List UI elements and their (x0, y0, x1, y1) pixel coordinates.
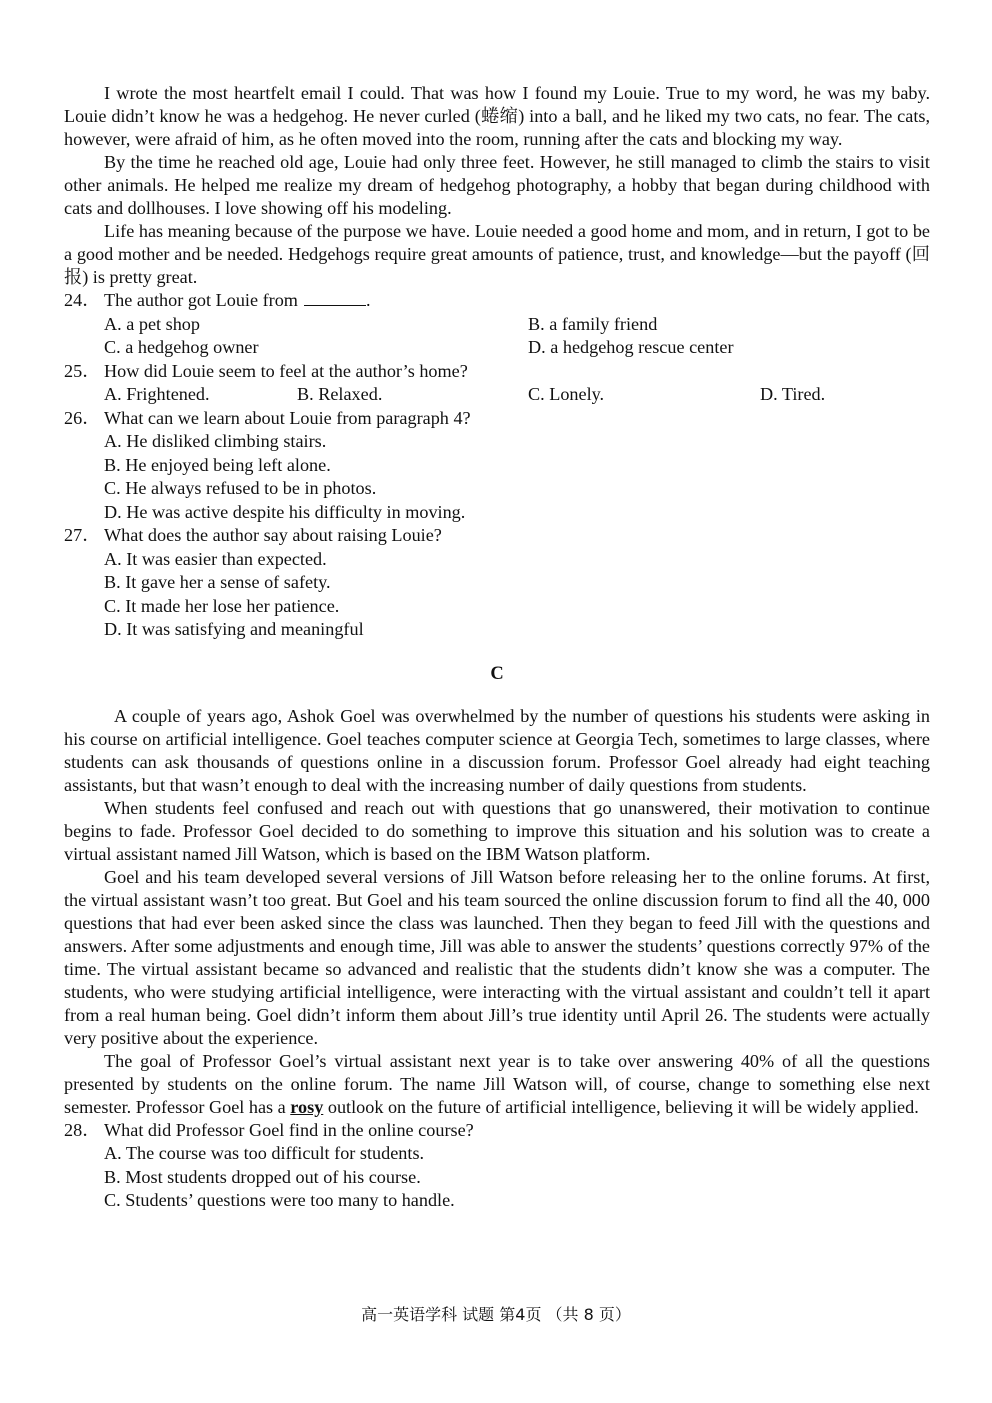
option-d: D. Tired. (760, 384, 826, 404)
passage-b-paragraph-1: I wrote the most heartfelt email I could. That was how I found my Louie. True to my word, he was my baby. Louie didn’t know he was a hedgehog. He never curled (蜷缩) into a ball, and he liked my two cats, no fear. The cats, however, were afraid of him, as he often moved into the room, running after the cats and blocking my way. (64, 83, 930, 149)
option-a: A. It was easier than expected. (104, 548, 327, 569)
question-27-options (104, 548, 930, 642)
option-c: C. Lonely. (528, 384, 605, 404)
page-footer: 高一英语学科 试题 第4页 （共 8 页） (361, 1305, 631, 1324)
question-24 (64, 289, 930, 313)
question-28-options (104, 1142, 930, 1213)
question-25-options (104, 383, 930, 407)
option-d: D. It was satisfying and meaningful (104, 619, 364, 639)
question-24-options (104, 313, 930, 360)
underlined-word: rosy (290, 1096, 324, 1117)
passage-c-paragraph-2: When students feel confused and reach out with questions that go unanswered, their motivation to continue begins to fade. Professor Goel decided to do something to improve this situation and his solution was to create a virtual assistant named Jill Watson, which is based on the IBM Watson platform. (64, 797, 930, 864)
option-c: C. Students’ questions were too many to handle. (104, 1190, 455, 1210)
question-stem: What did Professor Goel find in the online course? (104, 1119, 474, 1140)
option-b: B. a family friend (528, 313, 658, 334)
option-d: D. He was active despite his difficulty in moving. (104, 501, 466, 522)
question-stem: What does the author say about raising Louie? (104, 525, 442, 545)
option-d: D. a hedgehog rescue center (528, 337, 734, 357)
question-stem: How did Louie seem to feel at the author’s home? (104, 360, 468, 381)
question-number: 24． (64, 290, 101, 310)
passage-b-paragraph-2: By the time he reached old age, Louie had only three feet. However, he still managed to climb the stairs to visit other animals. He helped me realize my dream of hedgehog photography, a hobby that began during childhood with cats and dollhouses. I love showing off his modeling. (64, 152, 930, 218)
question-number: 27． (64, 525, 101, 545)
option-a: A. The course was too difficult for students. (104, 1143, 425, 1163)
question-stem: The author got Louie from . (104, 290, 371, 310)
answer-blank (304, 289, 366, 306)
question-25 (64, 360, 930, 384)
passage-c-paragraph-4: The goal of Professor Goel’s virtual assistant next year is to take over answering 40% of all the questions presented by students on the online forum. The name Jill Watson will, of course, change to something else next semester. Professor Goel has a rosy outlook on the future of artificial intelligence, believing it will be widely applied. (64, 1050, 930, 1117)
option-b: B. It gave her a sense of safety. (104, 572, 331, 592)
exam-page (64, 82, 930, 1213)
question-26 (64, 407, 930, 431)
question-number: 25． (64, 360, 101, 381)
option-b: B. Relaxed. (297, 384, 383, 404)
option-a: A. Frightened. (104, 384, 210, 404)
option-c: C. He always refused to be in photos. (104, 478, 377, 498)
question-number: 26． (64, 407, 101, 428)
option-b: B. Most students dropped out of his course. (104, 1166, 421, 1187)
passage-c-paragraph-3: Goel and his team developed several versions of Jill Watson before releasing her to the online forums. At first, the virtual assistant wasn’t too great. But Goel and his team sourced the online discussion forum to find all the 40, 000 questions that had ever been asked since the class was launched. Then they began to feed Jill with the questions and answers. After some adjustments and enough time, Jill was able to answer the students’ questions correctly 97% of the time. The virtual assistant became so advanced and realistic that the students didn’t know she was a computer. The students, who were studying artificial intelligence, were interacting with the virtual assistant and couldn’t tell it apart from a real human being. Goel didn’t inform them about Jill’s true identity until April 26. The students were actually very positive about the experience. (64, 866, 930, 1048)
option-b: B. He enjoyed being left alone. (104, 454, 331, 475)
question-28 (64, 1119, 930, 1143)
option-c: C. It made her lose her patience. (104, 595, 340, 616)
section-heading: C (490, 663, 504, 684)
option-c: C. a hedgehog owner (104, 337, 259, 357)
passage-b-paragraph-3: Life has meaning because of the purpose we have. Louie needed a good home and mom, and in return, I got to be a good mother and be needed. Hedgehogs require great amounts of patience, trust, and knowledge—but the payoff (回报) is pretty great. (64, 221, 930, 287)
question-stem: What can we learn about Louie from paragraph 4? (104, 407, 471, 428)
question-26-options (104, 430, 930, 524)
option-a: A. He disliked climbing stairs. (104, 431, 327, 451)
option-a: A. a pet shop (104, 313, 200, 334)
question-27 (64, 524, 930, 548)
passage-c-paragraph-1: A couple of years ago, Ashok Goel was overwhelmed by the number of questions his students were asking in his course on artificial intelligence. Goel teaches computer science at Georgia Tech, sometimes to large classes, where students can ask thousands of questions online in a discussion forum. Professor Goel already had eight teaching assistants, but that wasn’t enough to deal with the increasing number of daily questions from students. (64, 705, 930, 795)
question-number: 28． (64, 1119, 101, 1140)
